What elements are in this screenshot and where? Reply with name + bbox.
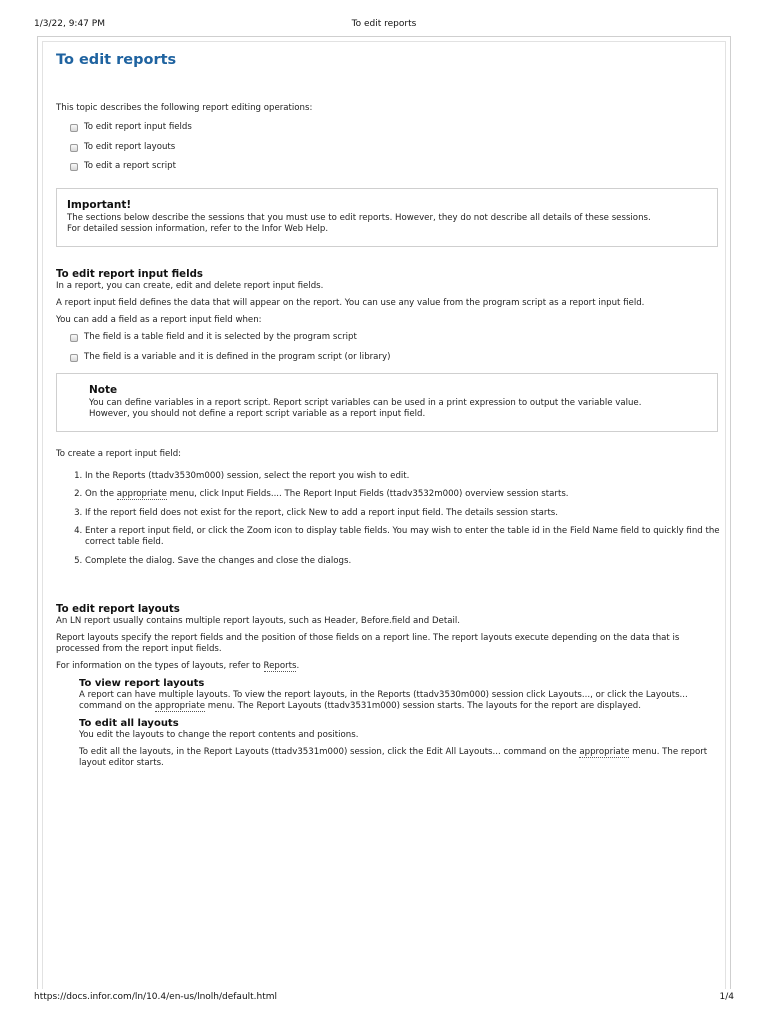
input-fields-p3: You can add a field as a report input field when: <box>56 315 262 325</box>
bullet-icon <box>70 163 78 171</box>
view-layouts-text-b: menu. The Report Layouts (ttadv3531m000) session starts. The layouts for the report are displayed. <box>204 701 641 712</box>
layouts-p3 <box>56 661 720 672</box>
list-item-text: The field is a variable and it is defined in the program script (or library) <box>84 351 391 362</box>
document-content <box>56 50 720 775</box>
edit-all-p2-b: menu. The report layout editor starts. <box>79 747 708 769</box>
appropriate-link[interactable]: appropriate <box>579 747 630 758</box>
layouts-p1: An LN report usually contains multiple report layouts, such as Header, Before.field and Detail. <box>56 616 460 627</box>
bullet-icon <box>70 124 78 132</box>
important-title: Important! <box>67 199 132 211</box>
step-text: If the report field does not exist for the report, click New to add a report input field. The details session starts. <box>85 507 559 518</box>
print-datetime: 1/3/22, 9:47 PM <box>34 19 105 29</box>
bullet-icon <box>70 334 78 342</box>
topic-list <box>66 122 720 172</box>
note-line-1: You can define variables in a report script. Report script variables can be used in a print expression to output the variable value. <box>89 397 642 408</box>
step-text: Complete the dialog. Save the changes and close the dialogs. <box>85 555 352 566</box>
section-heading-layouts: To edit report layouts <box>56 604 180 616</box>
page-title: To edit reports <box>56 52 177 68</box>
view-layouts-subsection <box>79 678 720 769</box>
section-heading-input-fields: To edit report input fields <box>56 269 203 280</box>
list-item <box>66 332 720 343</box>
list-item-text: The field is a table field and it is selected by the program script <box>84 332 357 342</box>
steps-list <box>56 471 720 567</box>
topic-link-layouts[interactable]: To edit report layouts <box>84 141 176 152</box>
topic-link-input-fields[interactable]: To edit report input fields <box>84 122 192 132</box>
bullet-icon <box>70 144 78 152</box>
view-layouts-text-a: A report can have multiple layouts. To view the report layouts, in the Reports (ttadv3530m000) session click Layouts..., or click the Layouts... command on the <box>79 690 688 712</box>
note-title: Note <box>89 383 118 396</box>
step-text: On the <box>85 489 117 500</box>
important-line-2: For detailed session information, refer to the Infor Web Help. <box>67 224 329 234</box>
edit-all-p1: You edit the layouts to change the report contents and positions. <box>79 730 359 741</box>
step-item <box>85 556 720 567</box>
step-text: In the Reports (ttadv3530m000) session, select the report you wish to edit. <box>85 470 410 481</box>
view-layouts-text <box>79 690 720 712</box>
input-fields-p1: In a report, you can create, edit and delete report input fields. <box>56 281 324 291</box>
layouts-p3-text: For information on the types of layouts, refer to <box>56 661 264 672</box>
create-intro: To create a report input field: <box>56 448 182 459</box>
subheading-edit-all-layouts: To edit all layouts <box>79 718 179 730</box>
topic-link-script[interactable]: To edit a report script <box>84 161 176 171</box>
step-item <box>85 489 720 500</box>
topic-item[interactable] <box>66 122 720 133</box>
step-item <box>85 526 720 548</box>
section-spacer <box>56 574 720 604</box>
input-fields-p2: A report input field defines the data that will appear on the report. You can use any value from the program script as a report input field. <box>56 298 645 308</box>
appropriate-link[interactable]: appropriate <box>154 701 205 712</box>
reports-link[interactable]: Reports <box>263 661 297 672</box>
bullet-icon <box>70 354 78 362</box>
appropriate-link[interactable]: appropriate <box>116 489 167 500</box>
edit-all-p2-a: To edit all the layouts, in the Report Layouts (ttadv3531m000) session, click the Edit All Layouts... command on the <box>79 747 580 758</box>
topic-item[interactable] <box>66 142 720 153</box>
note-line-2: However, you should not define a report script variable as a report input field. <box>89 408 426 419</box>
edit-all-p2 <box>79 747 720 769</box>
print-title: To edit reports <box>351 19 417 29</box>
print-header <box>34 19 734 31</box>
step-text: Enter a report input field, or click the Zoom icon to display table fields. You may wish to enter the table id in the Field Name field to quickly find the correct table field. <box>85 526 720 548</box>
subheading-view-layouts: To view report layouts <box>79 678 205 690</box>
print-url: https://docs.infor.com/ln/10.4/en-us/lnolh/default.html <box>34 992 278 1002</box>
important-line-1: The sections below describe the sessions that you must use to edit reports. However, they do not describe all details of these sessions. <box>67 213 651 223</box>
layouts-p3-end: . <box>296 661 300 672</box>
step-item <box>85 508 720 519</box>
important-callout <box>56 188 718 247</box>
step-text: menu, click Input Fields.... The Report Input Fields (ttadv3532m000) overview session starts. <box>166 489 569 500</box>
list-item <box>66 352 720 363</box>
intro-text: This topic describes the following report editing operations: <box>56 103 313 113</box>
page-number: 1/4 <box>719 992 734 1002</box>
condition-list <box>66 332 720 363</box>
topic-item[interactable] <box>66 161 720 172</box>
step-item <box>85 471 720 482</box>
note-callout <box>56 373 718 432</box>
layouts-p2: Report layouts specify the report fields and the position of those fields on a report line. The report layouts execute depending on the data that is processed from the report input fields. <box>56 633 680 655</box>
